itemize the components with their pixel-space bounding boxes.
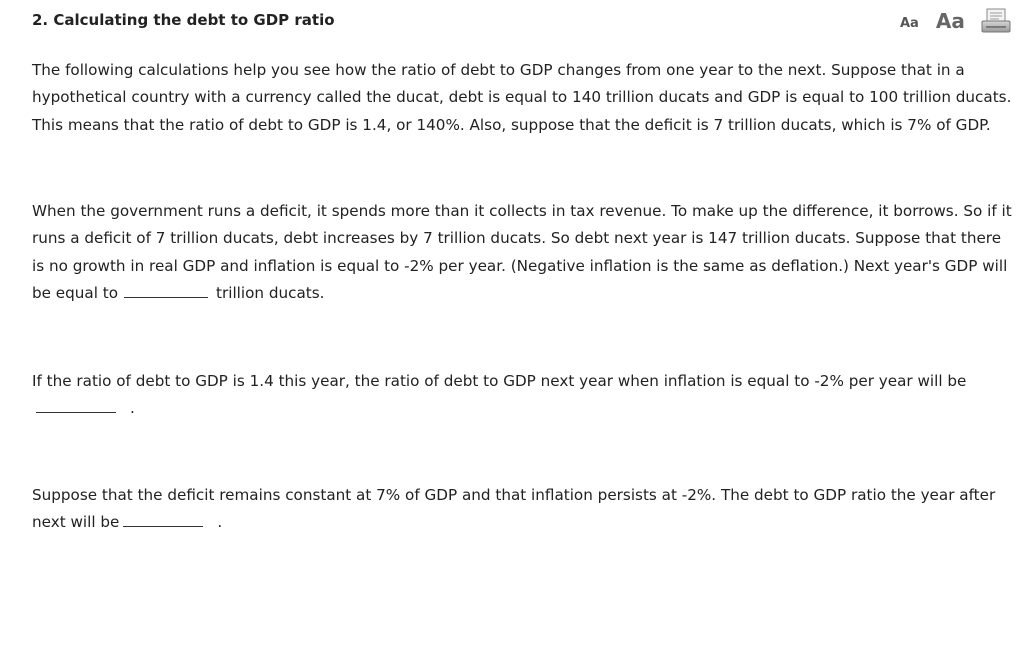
ratio-year-after-period: . xyxy=(217,513,223,532)
ratio-next-year-text: If the ratio of debt to GDP is 1.4 this year, the ratio of debt to GDP next year when inflation is equal to -2% per year will be xyxy=(32,372,967,390)
print-icon[interactable] xyxy=(981,8,1011,34)
intro-text: The following calculations help you see how the ratio of debt to GDP changes from one year to the next. Suppose that in a hypothetical country with a currency called the ducat, debt is equal to 140 trillion ducats and GDP is equal to 100 trillion ducats. This means that the ratio of debt to GDP is 1.4, or 140%. Also, suppose that the deficit is 7 trillion ducats, which is 7% of GDP. xyxy=(32,61,1012,134)
text-size-toolbar xyxy=(900,6,1011,36)
increase-font-button[interactable]: Aa xyxy=(935,9,965,33)
ratio-next-year-paragraph xyxy=(32,368,1012,423)
ratio-next-year-period: . xyxy=(130,399,135,418)
next-year-gdp-blank[interactable] xyxy=(124,281,208,298)
ratio-year-after-blank[interactable] xyxy=(123,510,203,527)
question-title: 2. Calculating the debt to GDP ratio xyxy=(32,11,335,29)
ratio-next-year-blank[interactable] xyxy=(36,396,116,413)
gdp-unit-text: trillion ducats. xyxy=(216,283,325,302)
gdp-paragraph xyxy=(32,198,1012,307)
gdp-text: When the government runs a deficit, it spends more than it collects in tax revenue. To make up the difference, it borrows. So if it runs a deficit of 7 trillion ducats, debt increases by 7 trillion ducats. So debt next year is 147 trillion ducats. Suppose that there is no growth in real GDP and inflation is equal to -2% per year. (Negative inflation is the same as deflation.) Next year's GDP will be equal to xyxy=(32,202,1012,302)
ratio-year-after-text: Suppose that the deficit remains constant at 7% of GDP and that inflation persists at -2%. The debt to GDP ratio the year after next will be xyxy=(32,486,996,532)
ratio-year-after-paragraph xyxy=(32,482,1012,537)
intro-paragraph xyxy=(32,57,1012,139)
decrease-font-button[interactable]: Aa xyxy=(900,15,919,31)
